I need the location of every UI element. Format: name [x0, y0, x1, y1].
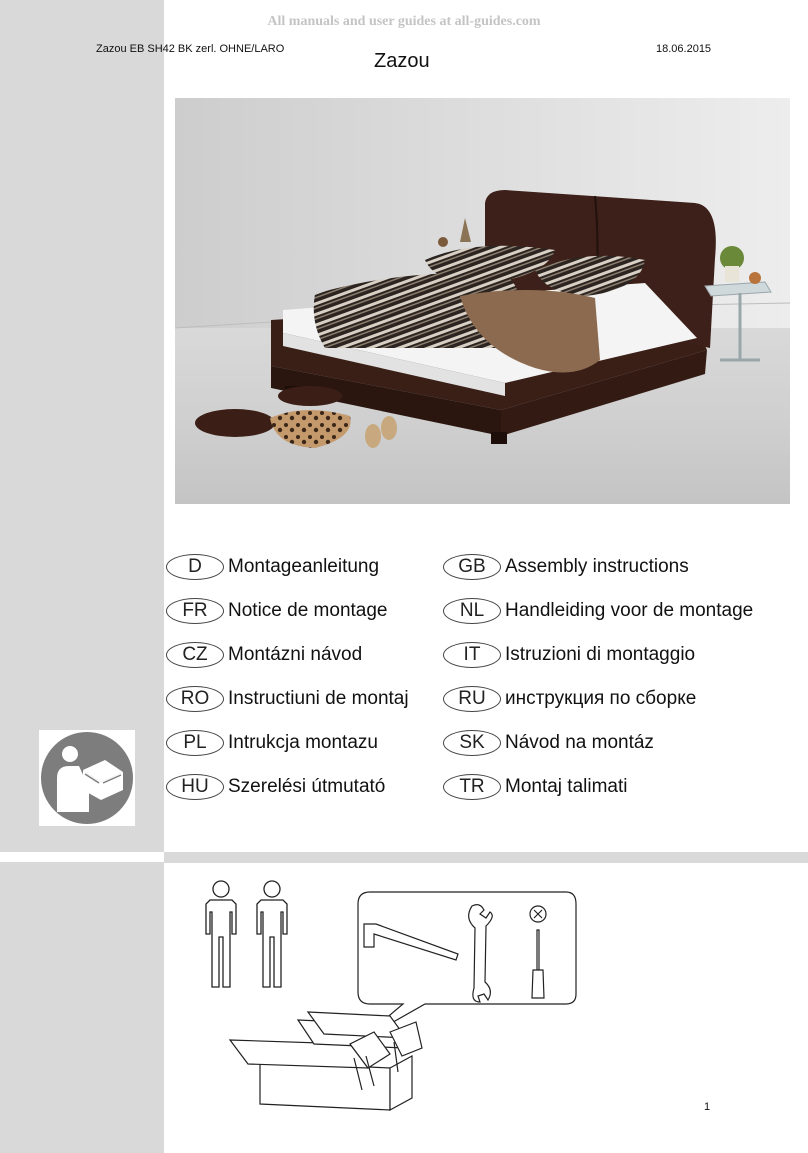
- watermark: All manuals and user guides at all-guides.com: [267, 14, 541, 29]
- toolbox-icon: [230, 1012, 422, 1110]
- language-code-badge: CZ: [166, 642, 224, 668]
- sidebar-band-top: [0, 0, 164, 852]
- language-code-badge: PL: [166, 730, 224, 756]
- language-label: Szerelési útmutató: [228, 776, 386, 797]
- language-code-badge: GB: [443, 554, 501, 580]
- section-divider: [164, 852, 808, 863]
- language-code-badge: IT: [443, 642, 501, 668]
- page-title: Zazou: [374, 50, 430, 72]
- language-label: Notice de montage: [228, 600, 388, 621]
- language-label: Montageanleitung: [228, 556, 380, 577]
- assembly-illustration: [190, 872, 590, 1122]
- language-label: Istruzioni di montaggio: [505, 644, 696, 665]
- document-date: 18.06.2015: [656, 43, 712, 55]
- language-item: [443, 772, 628, 802]
- language-item: [443, 728, 654, 758]
- language-label: Návod na montáz: [505, 732, 654, 753]
- language-code-badge: D: [166, 554, 224, 580]
- language-label: Assembly instructions: [505, 556, 689, 577]
- language-code-badge: RU: [443, 686, 501, 712]
- page-number: 1: [704, 1101, 711, 1113]
- language-code-badge: FR: [166, 598, 224, 624]
- language-label: Instructiuni de montaj: [228, 688, 409, 709]
- language-item: [166, 596, 388, 626]
- language-code-badge: SK: [443, 730, 501, 756]
- language-code-badge: TR: [443, 774, 501, 800]
- language-label: Montázni návod: [228, 644, 363, 665]
- language-item: [166, 772, 385, 802]
- language-item: [166, 684, 409, 714]
- product-code: Zazou EB SH42 BK zerl. OHNE/LARO: [96, 43, 285, 55]
- language-label: инструкция по сборке: [505, 688, 697, 709]
- read-manual-icon: [39, 730, 135, 826]
- language-item: [443, 552, 689, 582]
- language-label: Intrukcja montazu: [228, 732, 378, 753]
- language-item: [443, 640, 695, 670]
- language-item: [166, 640, 362, 670]
- language-item: [166, 552, 379, 582]
- product-photo: [175, 98, 790, 504]
- language-label: Handleiding voor de montage: [505, 600, 754, 621]
- language-code-badge: HU: [166, 774, 224, 800]
- language-item: [443, 596, 753, 626]
- language-item: [166, 728, 378, 758]
- sidebar-band-bottom: [0, 862, 164, 1153]
- language-item: [443, 684, 696, 714]
- language-label: Montaj talimati: [505, 776, 628, 797]
- language-code-badge: NL: [443, 598, 501, 624]
- language-code-badge: RO: [166, 686, 224, 712]
- two-person-icon: [206, 881, 287, 987]
